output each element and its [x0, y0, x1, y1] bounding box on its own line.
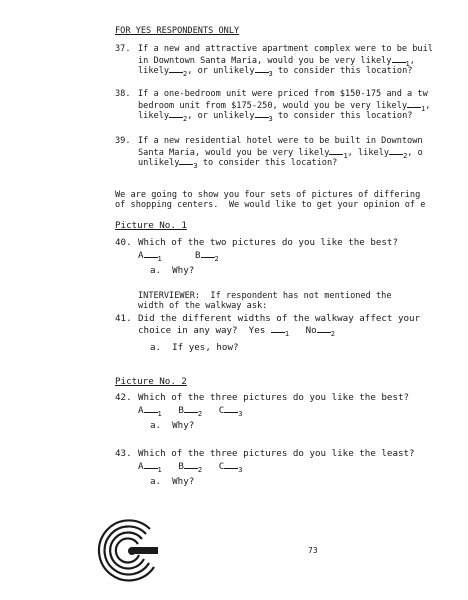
answer-blank[interactable] [271, 324, 285, 333]
answer-blank[interactable] [392, 54, 406, 63]
question-text: choice in any way? Yes $_1$ No $_2$ [138, 325, 335, 338]
question-number: 43. [115, 448, 132, 459]
question-text: Which of the two pictures do you like the best? [138, 237, 398, 248]
intro-text: We are going to show you four sets of pictures of differing [115, 190, 421, 200]
question-text: unlikely $_3$ to consider this location? [138, 158, 338, 170]
follow-up: a. If yes, how? [150, 342, 239, 353]
answer-blank[interactable] [144, 460, 158, 469]
question-text: likely $_2$, or unlikely $_3$ to consider this location? [138, 66, 413, 78]
question-number: 37. [115, 44, 131, 54]
question-text: Did the different widths of the walkway affect your [138, 313, 421, 324]
answer-blank[interactable] [184, 460, 198, 469]
answer-blank[interactable] [169, 109, 183, 118]
question-text: in Downtown Santa Maria, would you be very likely $_1$, [138, 56, 415, 68]
answer-blank[interactable] [407, 99, 421, 108]
answer-options: A $_1$ B $_2$ [138, 250, 219, 263]
question-text: likely $_2$, or unlikely $_3$ to consider this location? [138, 111, 413, 123]
answer-blank[interactable] [201, 249, 215, 258]
answer-blank[interactable] [329, 146, 343, 155]
answer-blank[interactable] [224, 460, 238, 469]
question-number: 41. [115, 313, 132, 324]
answer-options: A $_1$ B $_2$ C $_3$ [138, 405, 243, 418]
answer-blank[interactable] [144, 249, 158, 258]
answer-blank[interactable] [224, 404, 238, 413]
question-text: If a new and attractive apartment complex were to be buil [138, 44, 433, 54]
picture-heading: Picture No. 1 [115, 220, 187, 231]
question-text: Santa Maria, would you be very likely $_1$, likely $_2$, o [138, 148, 423, 160]
question-number: 40. [115, 237, 132, 248]
question-text: If a new residential hotel were to be built in Downtown [138, 136, 423, 146]
answer-blank[interactable] [144, 404, 158, 413]
follow-up: a. Why? [150, 265, 195, 276]
answer-blank[interactable] [179, 156, 193, 165]
question-text: If a one-bedroom unit were priced from $150-175 and a tw [138, 89, 428, 99]
answer-blank[interactable] [169, 64, 183, 73]
interviewer-note: width of the walkway ask: [138, 301, 268, 311]
question-number: 38. [115, 89, 131, 99]
answer-options: A $_1$ B $_2$ C $_3$ [138, 461, 243, 474]
section-header: FOR YES RESPONDENTS ONLY [115, 26, 240, 36]
answer-blank[interactable] [184, 404, 198, 413]
question-number: 39. [115, 136, 131, 146]
interviewer-note: INTERVIEWER: If respondent has not mentioned the [138, 291, 392, 301]
follow-up: a. Why? [150, 476, 195, 487]
question-text: Which of the three pictures do you like the best? [138, 392, 410, 403]
question-text: bedroom unit from $175-250, would you be very likely $_1$, [138, 101, 431, 113]
page-number: 73 [308, 546, 318, 555]
answer-blank[interactable] [389, 146, 403, 155]
intro-text: of shopping centers. We would like to get your opinion of e [115, 200, 426, 210]
answer-blank[interactable] [255, 109, 269, 118]
picture-heading: Picture No. 2 [115, 376, 187, 387]
follow-up: a. Why? [150, 420, 195, 431]
question-number: 42. [115, 392, 132, 403]
answer-blank[interactable] [255, 64, 269, 73]
question-text: Which of the three pictures do you like the least? [138, 448, 415, 459]
answer-blank[interactable] [317, 324, 331, 333]
logo-icon [96, 515, 168, 587]
